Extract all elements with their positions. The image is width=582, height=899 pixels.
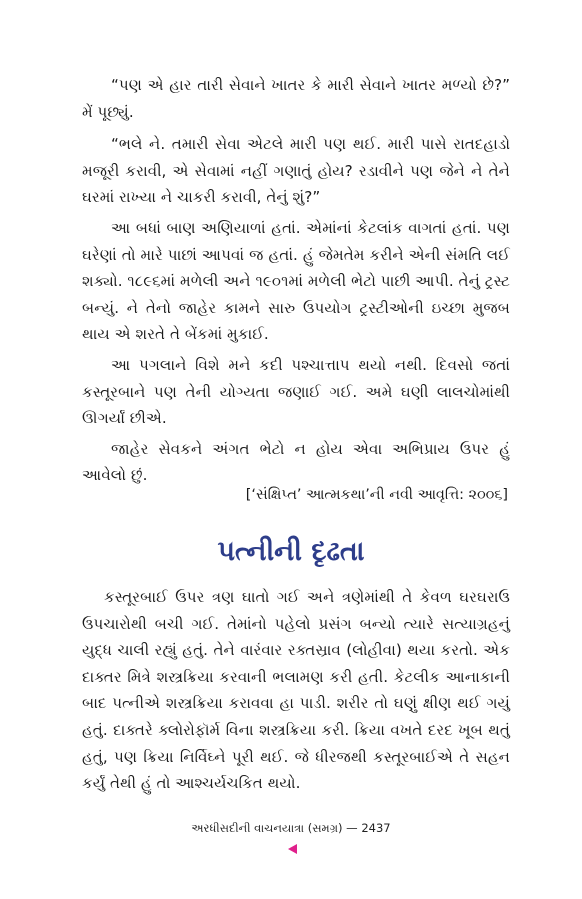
paragraph: આ પગલાને વિશે મને કદી પશ્ચાત્તાપ થયો નથી. દિવસો જતાં કસ્તૂરબાને પણ તેની યોગ્યતા જણાઈ ગઈ. અમે ઘણી લાલચોમાંથી ઊગર્યાં છીએ.: [82, 355, 510, 428]
paragraph: કસ્તૂરબાઈ ઉપર ત્રણ ઘાતો ગઈ અને ત્રણેમાંથી તે કેવળ ઘરઘરાઉ ઉપચારોથી બચી ગઈ. તેમાંનો પહેલો પ્રસંગ બન્યો ત્યારે સત્યાગ્રહનું યુદ્ધ ચાલી રહ્યું હતું. તેને વારંવાર રક્તસ્રાવ (લોહીવા) થયા કરતો. એક દાક્તર મિત્રે શસ્ત્રક્રિયા કરવાની ભલામણ કરી હતી. કેટલીક આનાકાની બાદ પત્નીએ શસ્ત્રક્રિયા કરાવવા હા પાડી. શરીર તો ઘણું ક્ષીણ થઈ ગયું હતું. દાક્તરે ક્લોરોફૉર્મ વિના શસ્ત્રક્રિયા કરી. ક્રિયા વખતે દરદ ખૂબ થતું હતું, પણ ક્રિયા નિર્વિઘ્ને પૂરી થઈ. જે ધીરજથી કસ્તૂરબાઈએ તે સહન કર્યું તેથી હું તો આશ્ચર્યચકિત થયો.: [82, 588, 510, 793]
source-citation: [‘સંક્ષિપ્ત’ આત્મકથા’ની નવી આવૃત્તિ: ૨૦૦૬]: [245, 487, 508, 503]
paragraph: જાહેર સેવકને અંગત ભેટો ન હોય એવા અભિપ્રાય ઉપર હું આવેલો છું.: [82, 439, 510, 485]
upper-text-block: [82, 72, 510, 489]
lower-text-block: [82, 584, 510, 797]
page-footer: અરધીસદીની વાચનયાત્રા (સમગ્ર) — 2437: [191, 821, 391, 835]
previous-page-arrow-icon[interactable]: [288, 844, 297, 854]
section-heading: પત્નીની દૃઢતા: [217, 536, 365, 567]
paragraph: “ભલે ને. તમારી સેવા એટલે મારી પણ થઈ. મારી પાસે રાતદહાડો મજૂરી કરાવી, એ સેવામાં નહીં ગણાતું હોય? રડાવીને પણ જેને ને તેને ઘરમાં રાખ્યા ને ચાકરી કરાવી, તેનું શું?”: [82, 135, 510, 207]
paragraph: “પણ એ હાર તારી સેવાને ખાતર કે મારી સેવાને ખાતર મળ્યો છે?” મેં પૂછ્યું.: [82, 76, 510, 121]
paragraph: આ બધાં બાણ અણિયાળાં હતાં. એમાંનાં કેટલાંક વાગતાં હતાં. પણ ઘરેણાં તો મારે પાછાં આપવાં જ હતાં. હું જેમતેમ કરીને એની સંમતિ લઈ શક્યો. ૧૮૯૬માં મળેલી અને ૧૯૦૧માં મળેલી ભેટો પાછી આપી. તેનું ટ્રસ્ટ બન્યું. ને તેનો જાહેર કામને સારુ ઉપયોગ ટ્રસ્ટીઓની ઇચ્છા મુજબ થાય એ શરતે તે બેંકમાં મુકાઈ.: [82, 218, 510, 344]
